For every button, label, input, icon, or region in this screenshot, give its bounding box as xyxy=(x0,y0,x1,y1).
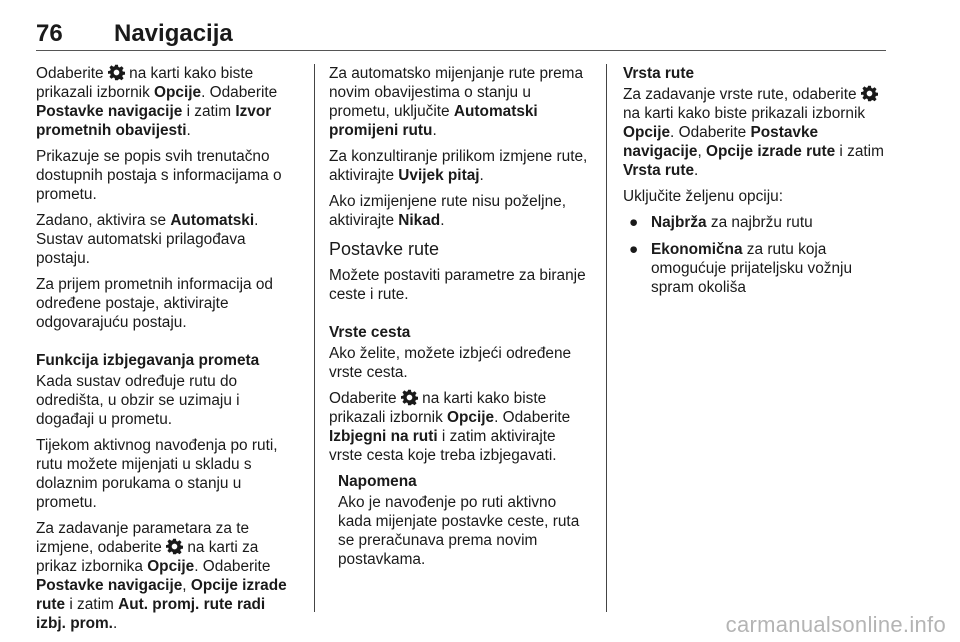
column-divider xyxy=(606,64,607,612)
watermark: carmanualsonline.info xyxy=(725,612,946,637)
page-header xyxy=(36,20,886,51)
column-divider xyxy=(314,64,315,612)
subheading: Funkcija izbjegavanja prometa xyxy=(36,352,260,369)
paragraph: Za zadavanje vrste rute, odaberite na karti kako biste prikazali izbornik Opcije. Odaberite Postavke navigacije, Opcije izrade rute i zatim Vrsta rute. xyxy=(623,86,884,179)
gear-icon xyxy=(401,389,418,406)
paragraph: Prikazuje se popis svih trenutačno dostupnih postaja s informacijama o prometu. xyxy=(36,148,282,203)
paragraph: Odaberite na karti kako biste prikazali izbornik Opcije. Odaberite Postavke navigacije i zatim Izvor prometnih obavijesti. xyxy=(36,65,278,139)
option-list xyxy=(623,213,885,297)
paragraph: Za automatsko mijenjanje rute prema novim obavijestima o stanju u prometu, uključite Automatski promijeni rutu. xyxy=(329,65,584,139)
subheading: Vrsta rute xyxy=(623,65,695,82)
bullet: ● xyxy=(629,214,639,231)
paragraph: Ako izmijenjene rute nisu poželjne, aktivirajte Nikad. xyxy=(329,193,566,229)
note-text: Ako je navođenje po ruti aktivno kada mijenjate postavke ceste, ruta se preračunava prema novim postavkama. xyxy=(338,494,580,568)
note-title: Napomena xyxy=(338,473,417,490)
bullet: ● xyxy=(629,241,639,258)
paragraph: Tijekom aktivnog navođenja po ruti, rutu možete mijenjati u skladu s dolaznim porukama o stanju u prometu. xyxy=(36,437,278,511)
paragraph: Ako želite, možete izbjeći određene vrste cesta. xyxy=(329,345,572,381)
gear-icon xyxy=(166,538,183,555)
paragraph: Za zadavanje parametara za te izmjene, odaberite na karti za prikaz izbornika Opcije. Odaberite Postavke navigacije, Opcije izrade rute i zatim Aut. promj. rute radi izbj. prom.. xyxy=(36,520,287,632)
column-2 xyxy=(329,64,593,576)
gear-icon xyxy=(108,64,125,81)
subheading: Vrste cesta xyxy=(329,324,411,341)
paragraph: Zadano, aktivira se Automatski. Sustav automatski prilagođava postaju. xyxy=(36,212,259,267)
column-3 xyxy=(623,64,885,305)
list-item: ● Najbrža za najbržu rutu xyxy=(629,214,813,231)
column-1 xyxy=(36,64,298,640)
paragraph: Odaberite na karti kako biste prikazali izbornik Opcije. Odaberite Izbjegni na ruti i zatim aktivirajte vrste cesta koje treba izbjegavati. xyxy=(329,390,571,464)
paragraph: Kada sustav određuje rutu do odredišta, u obzir se uzimaju i događaji u prometu. xyxy=(36,373,240,428)
paragraph: Uključite željenu opciju: xyxy=(623,188,783,205)
paragraph: Za prijem prometnih informacija od određene postaje, aktivirajte odgovarajuću postaju. xyxy=(36,276,273,331)
page-number: 76 xyxy=(36,20,63,47)
section-title: Postavke rute xyxy=(329,239,440,259)
chapter-title: Navigacija xyxy=(114,20,233,47)
list-item: ● Ekonomična za rutu koja omogućuje prijateljsku vožnju spram okoliša xyxy=(629,241,853,296)
gear-icon xyxy=(861,85,878,102)
note-box xyxy=(338,472,593,569)
paragraph: Za konzultiranje prilikom izmjene rute, aktivirajte Uvijek pitaj. xyxy=(329,148,588,184)
paragraph: Možete postaviti parametre za biranje ceste i rute. xyxy=(329,267,586,303)
